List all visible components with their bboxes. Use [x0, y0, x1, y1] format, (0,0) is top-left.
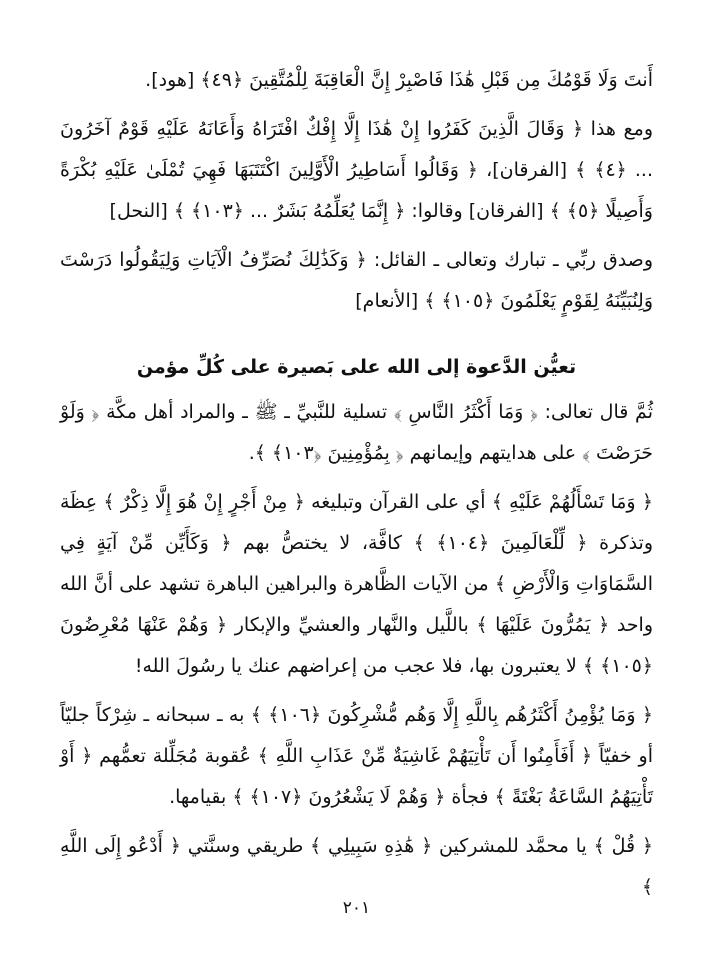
paragraph-tafsir-104-105: ﴿ وَمَا تَسْأَلُهُمْ عَلَيْهِ ﴾ أي على القرآن وتبليغه ﴿ مِنْ أَجْرٍ إِنْ هُوَ إِلَّا ذِكْرٌ ﴾ عِظَة وتذكرة ﴿ لِّلْعَالَمِينَ ﴿١٠٤﴾ ﴾ كافَّة، لا يختصُّ بهم ﴿ وَكَأَيِّن مِّنْ آيَةٍ فِي السَّمَاوَاتِ وَالْأَرْضِ ﴾ من الآيات الظَّاهرة والبراهين الباهرة تشهد على أنَّ الله واحد ﴿ يَمُرُّونَ عَلَيْهَا ﴾ باللَّيل والنَّهار والعشيِّ والإبكار ﴿ وَهُمْ عَنْهَا مُعْرِضُونَ ﴿١٠٥﴾ ﴾ لا يعتبرون بها، فلا عجب من إعراضهم عنك يا رسُولَ الله! [60, 491, 654, 677]
section-heading: تعيُّن الدَّعوة إلى الله على بَصيرة على كُلِّ مؤمن [136, 356, 577, 378]
paragraph-tafsir-106-107: ﴿ وَمَا يُؤْمِنُ أَكْثَرُهُم بِاللَّهِ إِلَّا وَهُم مُّشْرِكُونَ ﴿١٠٦﴾ ﴾ به ـ سبحانه ـ شِرْكاً جليّاً أو خفيّاً ﴿ أَفَأَمِنُوا أَن تَأْتِيَهُمْ غَاشِيَةٌ مِّنْ عَذَابِ اللَّهِ ﴾ عُقوبة مُجَلِّلة تعمُّهم ﴿ أَوْ تَأْتِيَهُمُ السَّاعَةُ بَغْتَةً ﴾ فجأة ﴿ وَهُمْ لَا يَشْعُرُونَ ﴿١٠٧﴾ ﴾ بقيامها. [60, 704, 653, 808]
paragraph-tafsir-103: ثُمَّ قال تعالى: ﴿ وَمَا أَكْثَرُ النَّاسِ ﴾ تسلية للنَّبيِّ ـ ﷺ ـ والمراد أهل مكَّة ﴿ وَلَوْ حَرَصْتَ ﴾ على هدايتهم وإيمانهم ﴿ بِمُؤْمِنِينَ ﴿١٠٣﴾ ﴾. [60, 401, 653, 464]
paragraph-tafsir-108: ﴿ قُلْ ﴾ يا محمَّد للمشركين ﴿ هَٰذِهِ سَبِيلِي ﴾ طريقي وسنَّتي ﴿ أَدْعُو إِلَى اللَّهِ ﴾ [60, 835, 653, 898]
page-number: ٢٠١ [342, 898, 371, 918]
paragraph-anam: وصدق ربِّي ـ تبارك وتعالى ـ القائل: ﴿ وَكَذَٰلِكَ نُصَرِّفُ الْآيَاتِ وَلِيَقُولُوا دَرَسْتَ وَلِنُبَيِّنَهُ لِقَوْمٍ يَعْلَمُونَ ﴿١٠٥﴾ ﴾ [الأنعام] [60, 249, 653, 312]
paragraph-quran-hud: أَنتَ وَلَا قَوْمُكَ مِن قَبْلِ هَٰذَا فَاصْبِرْ إِنَّ الْعَاقِبَةَ لِلْمُتَّقِينَ ﴿٤٩﴾ [هود]. [145, 69, 653, 91]
paragraph-furqan-nahl: ومع هذا ﴿ وَقَالَ الَّذِينَ كَفَرُوا إِنْ هَٰذَا إِلَّا إِفْكٌ افْتَرَاهُ وَأَعَانَهُ عَلَيْهِ قَوْمٌ آخَرُونَ ... ﴿٤﴾ ﴾ [الفرقان]، ﴿ وَقَالُوا أَسَاطِيرُ الْأَوَّلِينَ اكْتَتَبَهَا فَهِيَ تُمْلَىٰ عَلَيْهِ بُكْرَةً وَأَصِيلًا ﴿٥﴾ ﴾ [الفرقان] وقالوا: ﴿ إِنَّمَا يُعَلِّمُهُ بَشَرٌ ... ﴿١٠٣﴾ ﴾ [النحل] [60, 118, 653, 222]
